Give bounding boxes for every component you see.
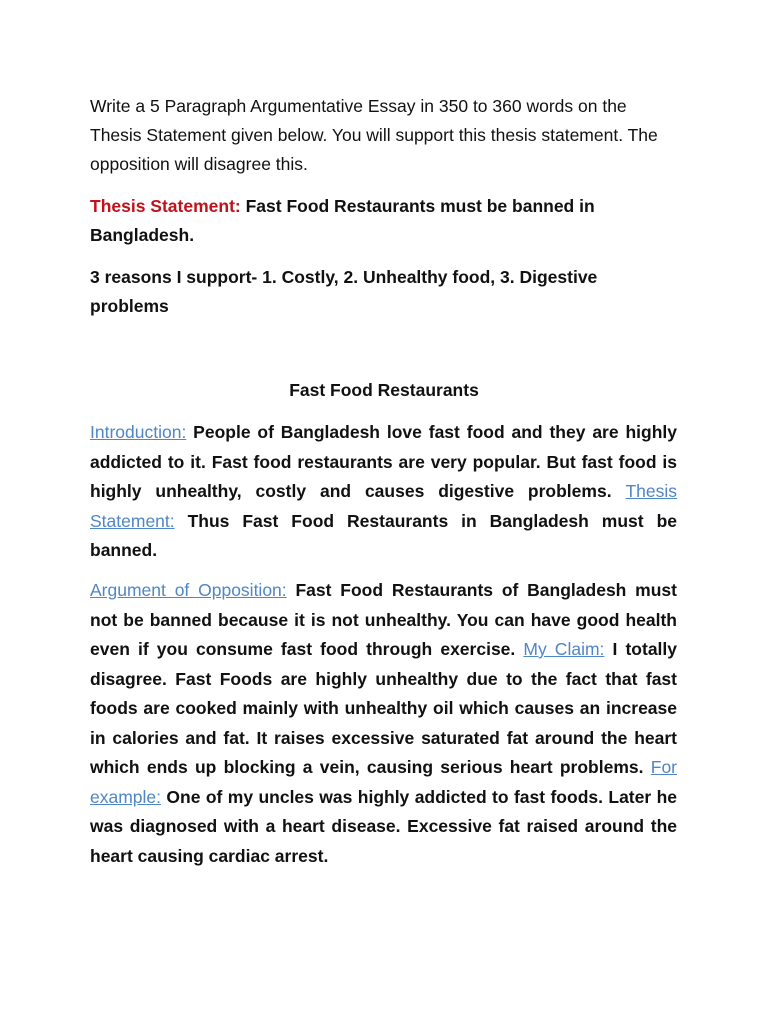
thesis-label: Thesis Statement:: [90, 196, 241, 216]
introduction-text: People of Bangladesh love fast food and they are highly addicted to it. Fast food restaurants are very popular. But fast food is highly unhealthy, costly and causes digestive problems.: [90, 422, 677, 501]
example-text: One of my uncles was highly addicted to fast foods. Later he was diagnosed with a heart disease. Excessive fat raised around the heart causing cardiac arrest.: [90, 786, 677, 866]
essay-title: Fast Food Restaurants: [289, 380, 479, 400]
opposition-text: Fast Food Restaurants of Bangladesh must not be banned because it is not unhealthy. You can have good health even if you consume fast food through exercise.: [90, 580, 677, 659]
intro-thesis-text: Thus Fast Food Restaurants in Bangladesh must be banned.: [90, 510, 677, 560]
supporting-reasons: 3 reasons I support- 1. Costly, 2. Unhealthy food, 3. Digestive problems: [90, 267, 598, 316]
thesis-statement: [90, 192, 677, 250]
opposition-label: Argument of Opposition:: [90, 580, 287, 600]
intro-thesis-label: Thesis Statement:: [90, 481, 677, 531]
introduction-label: Introduction:: [90, 422, 187, 442]
assignment-instructions: Write a 5 Paragraph Argumentative Essay in 350 to 360 words on the Thesis Statement given below. You will support this thesis statement. The opposition will disagree this.: [90, 96, 658, 174]
opposition-paragraph: [90, 576, 677, 871]
claim-label: My Claim:: [523, 639, 605, 659]
thesis-text: Fast Food Restaurants must be banned in Bangladesh.: [90, 196, 595, 245]
introduction-paragraph: [90, 418, 677, 566]
example-label: For example:: [90, 757, 677, 807]
claim-text: I totally disagree. Fast Foods are highly unhealthy due to the fact that fast foods are cooked mainly with unhealthy oil which causes an increase in calories and fat. It raises excessive saturated fat around the heart which ends up blocking a vein, causing serious heart problems.: [90, 639, 678, 777]
